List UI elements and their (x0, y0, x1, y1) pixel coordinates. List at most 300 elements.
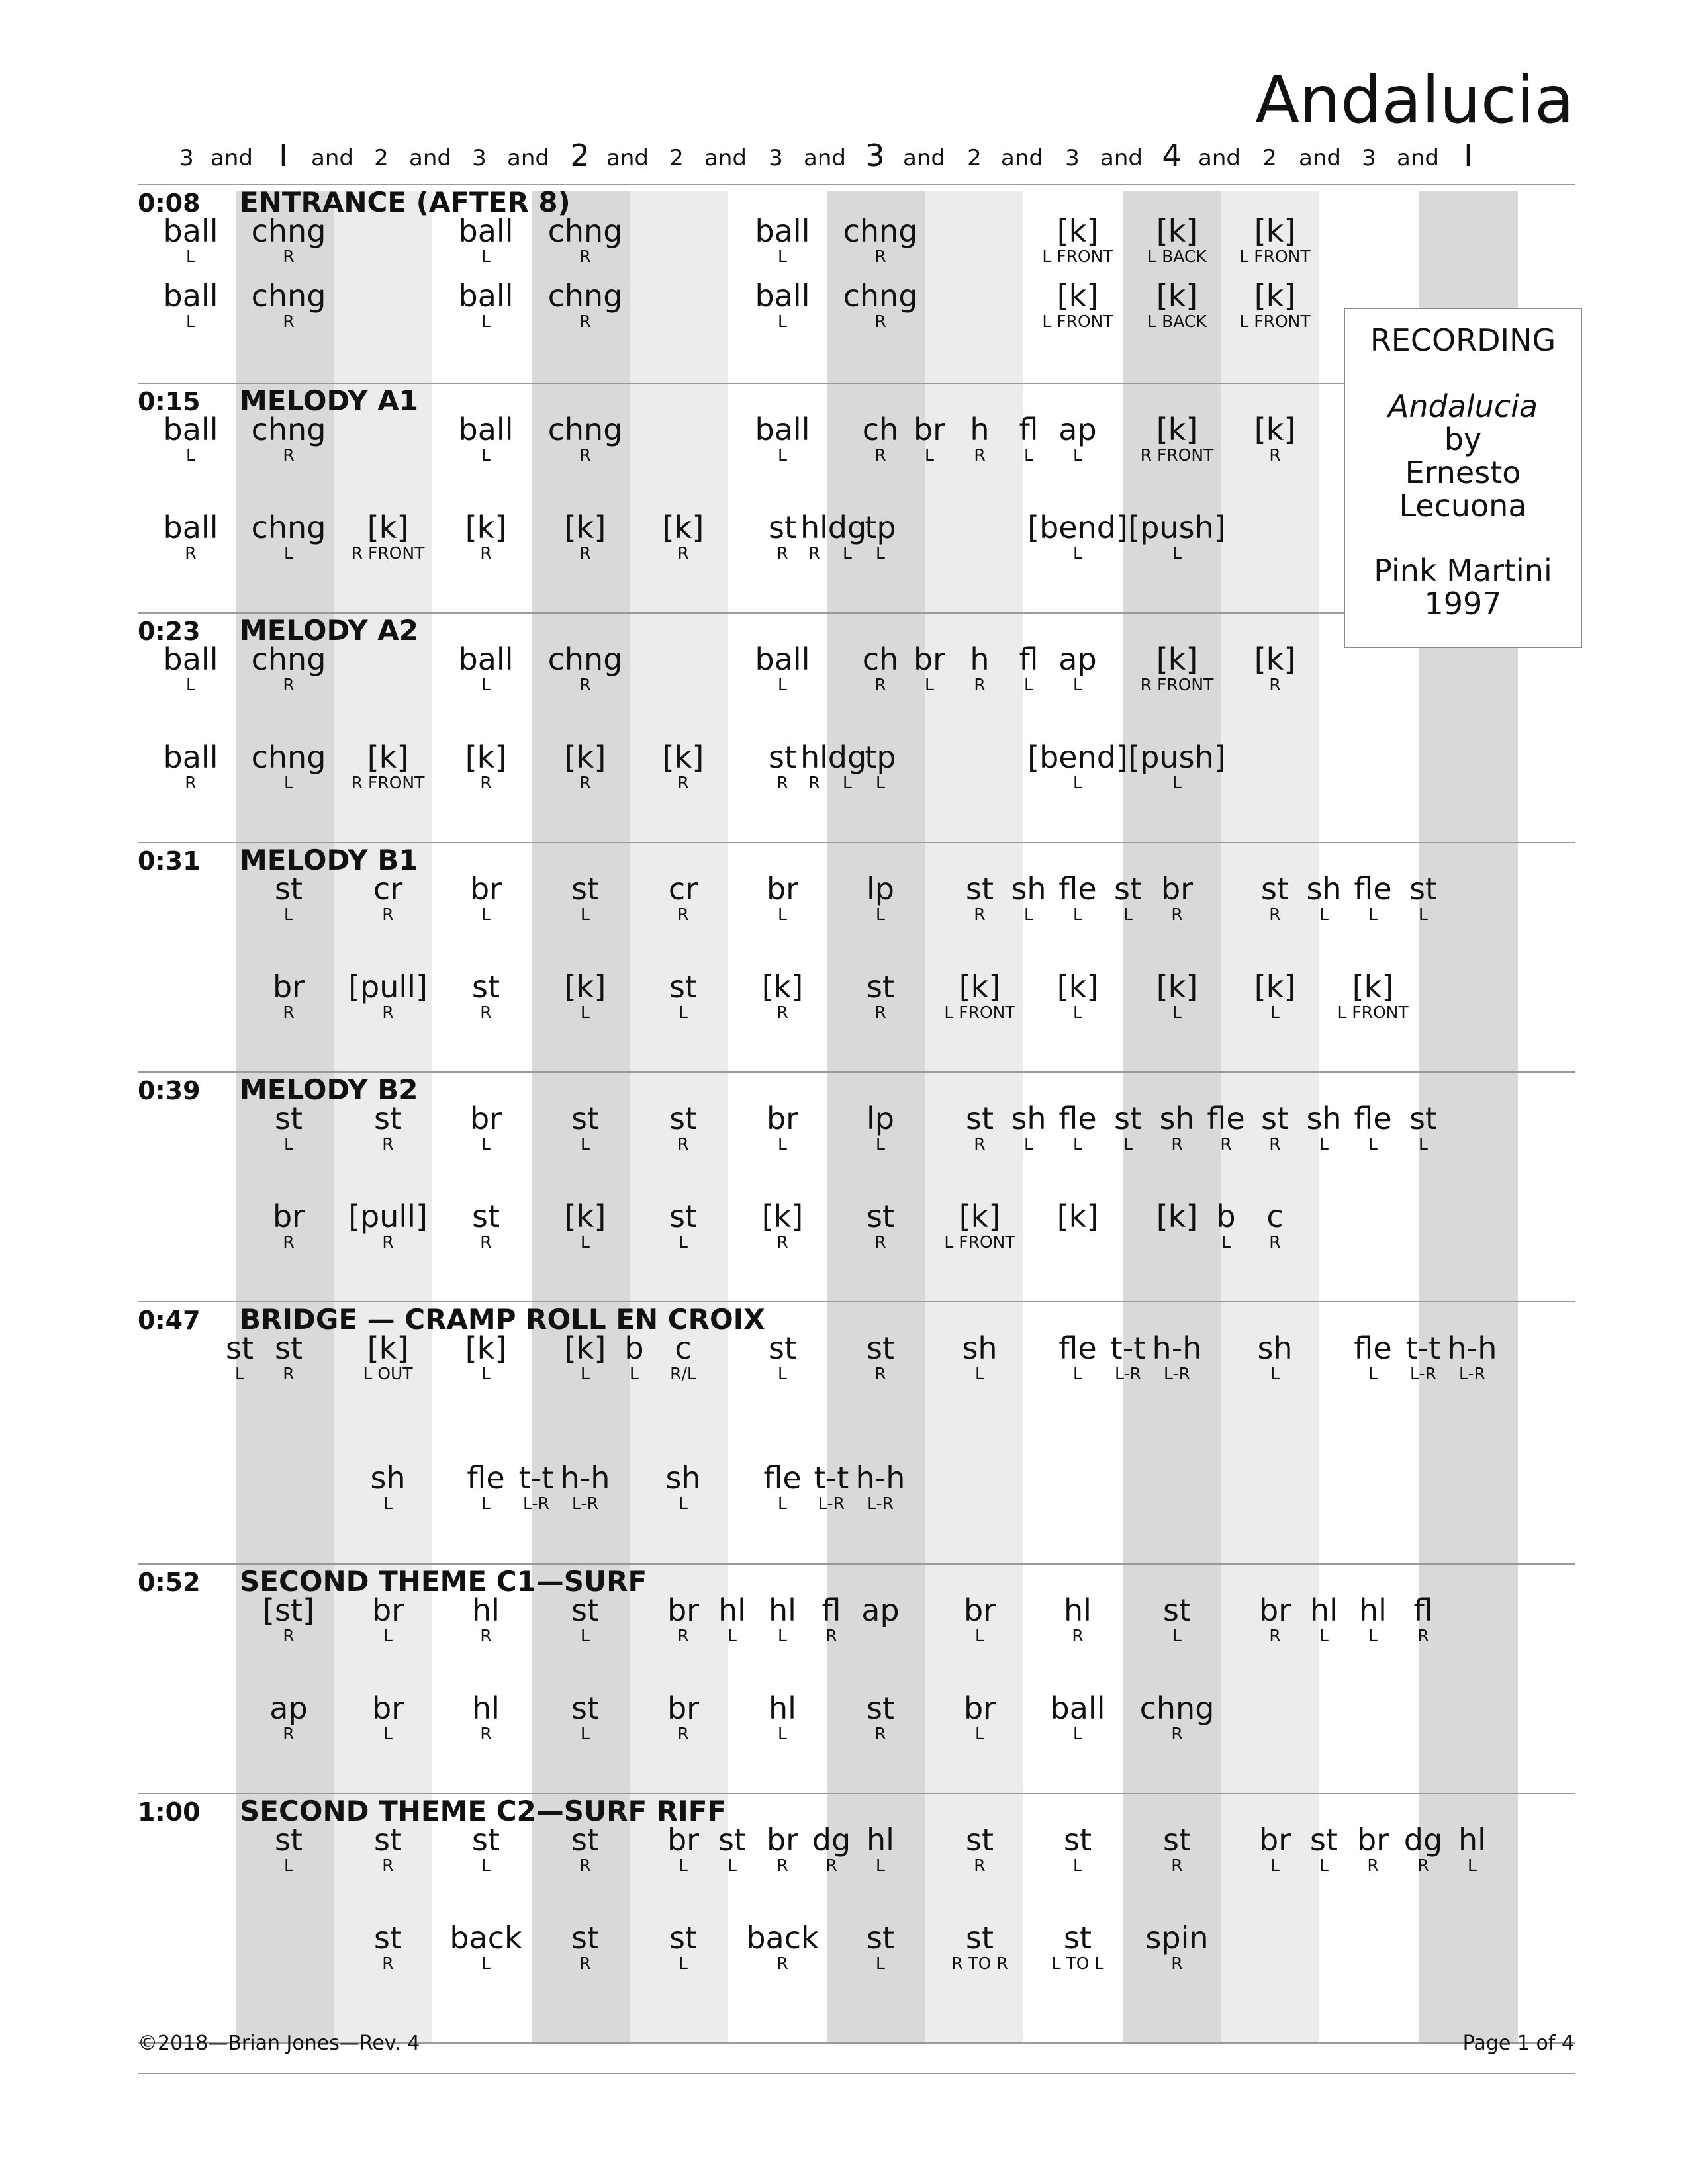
step-name: b (624, 1330, 644, 1366)
step (1027, 511, 1128, 563)
step (843, 214, 918, 266)
step-foot: L (1319, 1626, 1329, 1645)
step (665, 1461, 700, 1513)
step-name: [k] (1254, 412, 1296, 447)
step (561, 1461, 610, 1513)
step-name: ap (1058, 641, 1097, 677)
step (966, 1823, 994, 1875)
step (164, 214, 218, 266)
step-name: [k] (1254, 278, 1296, 314)
step-name: st (1063, 1920, 1092, 1956)
step-name: [k] (367, 1330, 409, 1366)
step-foot: R (480, 1003, 492, 1022)
step (667, 1823, 699, 1875)
step-foot: L (1073, 675, 1082, 694)
step-name: br (963, 1592, 996, 1628)
step-foot: L-R (1410, 1364, 1436, 1383)
step (1163, 1594, 1191, 1645)
step-foot: L (1024, 1134, 1033, 1154)
step-name: [st] (263, 1592, 314, 1628)
step-foot: L (1073, 1134, 1082, 1154)
step (1409, 1102, 1437, 1154)
step (472, 1200, 500, 1251)
footer-page-number: Page 1 of 4 (1462, 2032, 1574, 2055)
step-name: fle (1058, 871, 1097, 907)
count-label: 2 (967, 145, 982, 171)
step-foot: L (679, 1954, 688, 1973)
step-name: h-h (855, 1460, 906, 1496)
step-foot: L (481, 1856, 491, 1875)
step-name: [k] (465, 1330, 507, 1366)
step-foot: L (186, 247, 195, 266)
step (1111, 1332, 1146, 1383)
step-name: t-t (1405, 1330, 1441, 1366)
step-name: back (449, 1920, 522, 1956)
step-foot: L (1368, 1364, 1378, 1383)
recording-composer-last: Lecuona (1399, 488, 1527, 523)
step (1306, 1102, 1341, 1154)
step-name: hl (769, 1592, 796, 1628)
step (769, 1594, 796, 1645)
step-name: chng (547, 412, 623, 447)
step (867, 1823, 894, 1875)
step-foot: R (974, 1134, 986, 1154)
step-foot: R (974, 445, 986, 465)
step-name: [k] (1254, 969, 1296, 1005)
step-foot: L BACK (1147, 312, 1207, 331)
step-foot: L-R (867, 1494, 894, 1513)
step-name: tp (865, 739, 896, 775)
step-name: fle (1354, 1101, 1392, 1136)
step-foot: R (1269, 675, 1281, 694)
step-name: cr (373, 871, 403, 907)
recording-song: Andalucia (1387, 388, 1538, 424)
step-foot: L (1073, 1364, 1082, 1383)
step-foot: L (284, 1134, 293, 1154)
step-foot: L (679, 1003, 688, 1022)
step (1163, 1823, 1191, 1875)
step (867, 1102, 894, 1154)
step-name: br (667, 1592, 700, 1628)
step (867, 1921, 894, 1973)
step (449, 1921, 522, 1973)
step-foot: R (185, 773, 197, 792)
step (1254, 643, 1296, 694)
step-name: [k] (1056, 278, 1099, 314)
step-name: st (471, 1199, 500, 1234)
step-foot: L (1221, 1232, 1231, 1251)
step (755, 413, 810, 465)
step (763, 1461, 801, 1513)
step-name: t-t (1110, 1330, 1146, 1366)
step (226, 1332, 254, 1383)
step-name: [k] (1254, 213, 1296, 249)
step (1058, 413, 1096, 465)
count-label: and (704, 145, 747, 171)
step-name: st (965, 1101, 994, 1136)
step-foot: L (1123, 905, 1133, 924)
step-name: ball (755, 412, 810, 447)
section-divider (138, 1793, 1575, 1794)
step-foot: L (727, 1856, 737, 1875)
step (1337, 970, 1408, 1022)
step (1239, 279, 1310, 331)
step-foot: R (974, 1856, 986, 1875)
step (565, 511, 606, 563)
step-name: st (1113, 1101, 1143, 1136)
step (762, 1200, 804, 1251)
section-time: 0:23 (138, 617, 201, 646)
step-foot: R (283, 1003, 295, 1022)
step-foot: R (480, 1724, 492, 1743)
step-name: tp (865, 510, 896, 545)
step-foot: R (480, 543, 492, 563)
step-foot: L (778, 312, 787, 331)
step (252, 511, 326, 563)
step-name: st (965, 1920, 994, 1956)
step-name: [k] (761, 969, 804, 1005)
section-time: 0:15 (138, 387, 201, 416)
step-foot: L (481, 1364, 491, 1383)
step-name: st (1162, 1822, 1192, 1858)
step-foot: L FRONT (1042, 247, 1113, 266)
step (966, 872, 994, 924)
step-name: [k] (367, 739, 409, 775)
count-label: and (1299, 145, 1341, 171)
step-name: st (1309, 1822, 1338, 1858)
step (1207, 1102, 1244, 1154)
step (755, 214, 810, 266)
step-foot: L (727, 1626, 737, 1645)
step (867, 1692, 894, 1743)
step-foot: R (1171, 905, 1183, 924)
step-foot: R (382, 905, 394, 924)
count-label: 2 (669, 145, 684, 171)
step (1042, 214, 1113, 266)
step-name: br (469, 1101, 502, 1136)
step-foot: R (579, 312, 591, 331)
step-name: [k] (1156, 969, 1198, 1005)
step-name: st (571, 1822, 600, 1858)
step-name: br (913, 641, 946, 677)
step (856, 1461, 906, 1513)
step-name: ball (163, 278, 218, 314)
step-name: c (675, 1330, 692, 1366)
step-name: sh (1306, 1101, 1342, 1136)
step-name: st (1063, 1822, 1092, 1858)
step (467, 1461, 504, 1513)
step-foot: L (925, 445, 934, 465)
step-foot: R (382, 1134, 394, 1154)
step-foot: R (382, 1003, 394, 1022)
step-name: fle (1354, 871, 1392, 907)
step-name: sh (1011, 1101, 1047, 1136)
step-foot: R (1171, 1724, 1183, 1743)
section-divider (138, 1563, 1575, 1565)
step-foot: R (677, 1134, 689, 1154)
step (1216, 1200, 1235, 1251)
step (1019, 643, 1039, 694)
step (861, 1594, 899, 1627)
step (252, 741, 326, 792)
step-foot: L (383, 1626, 393, 1645)
step (951, 1921, 1008, 1973)
step-foot: R (776, 1232, 788, 1251)
step-name: spin (1145, 1920, 1209, 1956)
step-foot: R (776, 1003, 788, 1022)
step (519, 1461, 554, 1513)
count-label: and (409, 145, 451, 171)
step-name: st (1260, 871, 1289, 907)
step-name: st (571, 871, 600, 907)
step-foot: R/L (670, 1364, 696, 1383)
step (548, 214, 623, 266)
step (1254, 970, 1296, 1022)
step-name: [k] (1156, 641, 1198, 677)
step-foot: L (679, 1232, 688, 1251)
step-name: fl (1019, 412, 1039, 447)
step-foot: L (1270, 1856, 1280, 1875)
step-name: [k] (1156, 213, 1198, 249)
step-foot: R (283, 1626, 295, 1645)
step (667, 1594, 699, 1645)
step-name: ch (862, 412, 899, 447)
step-foot: L (1073, 1003, 1082, 1022)
step (374, 1921, 402, 1973)
step (252, 413, 326, 465)
step-name: chng (251, 412, 326, 447)
step-name: sh (665, 1460, 701, 1496)
step (762, 970, 804, 1022)
step (867, 1200, 894, 1251)
step-name: [k] (564, 1330, 606, 1366)
step-name: chng (547, 278, 623, 314)
step (1156, 1200, 1198, 1233)
step-foot: R (283, 1724, 295, 1743)
step (964, 1692, 996, 1743)
count-label: and (211, 145, 253, 171)
step-name: st (1260, 1101, 1289, 1136)
step (843, 279, 918, 331)
step (273, 1200, 305, 1251)
step (1145, 1921, 1208, 1973)
step (914, 643, 945, 694)
step (1159, 1102, 1194, 1154)
step-name: br (667, 1690, 700, 1726)
step (755, 279, 810, 331)
step-foot: R FRONT (351, 773, 425, 792)
step-name: st (866, 1920, 895, 1956)
step-foot: R (874, 1003, 886, 1022)
step-foot: L-R (1115, 1364, 1141, 1383)
step (944, 1200, 1015, 1251)
step (800, 741, 828, 792)
step-foot: R FRONT (1140, 445, 1214, 465)
step-name: hl (1359, 1592, 1387, 1628)
step-name: [k] (959, 1199, 1001, 1234)
step-foot: L (1024, 905, 1033, 924)
section-title: BRIDGE — CRAMP ROLL EN CROIX (240, 1303, 765, 1336)
step (1147, 279, 1207, 331)
step-name: sh (1011, 871, 1047, 907)
step-name: [k] (564, 1199, 606, 1234)
step-foot: R (283, 1232, 295, 1251)
step-name: br (469, 871, 502, 907)
step-name: chng (547, 641, 623, 677)
step-foot: R (579, 773, 591, 792)
step-name: br (371, 1690, 404, 1726)
step (1058, 872, 1096, 924)
step (1011, 872, 1046, 924)
step-name: ball (458, 641, 514, 677)
step (571, 1594, 599, 1645)
step-foot: R (579, 1954, 591, 1973)
step-foot: R (1269, 1232, 1281, 1251)
step (459, 214, 514, 266)
step-foot: L (1419, 1134, 1428, 1154)
step-name: fle (467, 1460, 505, 1496)
step-foot: R TO R (951, 1954, 1008, 1973)
step-foot: R (480, 1232, 492, 1251)
step (863, 413, 898, 465)
section-time: 0:39 (138, 1076, 201, 1105)
step (718, 1594, 746, 1645)
step-foot: L (778, 1494, 787, 1513)
step-name: br (766, 871, 799, 907)
step (352, 511, 425, 563)
step (263, 1594, 314, 1645)
step (372, 1692, 404, 1743)
step-foot: L-R (572, 1494, 598, 1513)
step (252, 214, 326, 266)
step (370, 1461, 405, 1513)
step-foot: L (1024, 675, 1033, 694)
section-time: 0:47 (138, 1306, 201, 1335)
step (944, 970, 1015, 1022)
step (164, 279, 218, 331)
step-foot: L (778, 675, 787, 694)
step (1359, 1594, 1387, 1645)
step-name: lp (867, 1101, 894, 1136)
step-foot: R (283, 1364, 295, 1383)
step-name: fle (1207, 1101, 1245, 1136)
step-foot: R (874, 445, 886, 465)
count-label: 2 (570, 138, 590, 173)
step (275, 1823, 303, 1875)
step (275, 872, 303, 924)
step-name: [k] (1254, 641, 1296, 677)
count-label: and (606, 145, 649, 171)
step-foot: R (874, 675, 886, 694)
step-foot: L (876, 1954, 885, 1973)
step-name: st (373, 1920, 402, 1956)
step-foot: L (925, 675, 934, 694)
step-name: ball (163, 510, 218, 545)
step-foot: R (1220, 1134, 1232, 1154)
step-name: hl (472, 1592, 500, 1628)
step-name: [k] (1156, 278, 1198, 314)
step-foot: R FRONT (1140, 675, 1214, 694)
step-name: [k] (1156, 412, 1198, 447)
step-foot: L (383, 1494, 393, 1513)
step-foot: L (1172, 1003, 1182, 1022)
section-title: MELODY B1 (240, 844, 418, 876)
step-name: st (274, 871, 303, 907)
step (1261, 1102, 1289, 1154)
step-name: [k] (1352, 969, 1394, 1005)
step (571, 1921, 599, 1973)
count-label: 3 (472, 145, 487, 171)
step (472, 1823, 500, 1875)
step-name: ch (862, 641, 899, 677)
step-name: ball (458, 278, 514, 314)
step-name: br (272, 1199, 305, 1234)
step (1019, 413, 1039, 465)
step (718, 1823, 746, 1875)
step-foot: L (1073, 1856, 1082, 1875)
step-name: h-h (1152, 1330, 1202, 1366)
step-name: st (571, 1690, 600, 1726)
step-name: chng (1139, 1690, 1215, 1726)
step-foot: L (876, 1856, 885, 1875)
step (374, 1102, 402, 1154)
step-name: ball (163, 641, 218, 677)
step-foot: R (677, 543, 689, 563)
step (964, 1594, 996, 1645)
step (275, 1332, 303, 1383)
step-foot: R (382, 1954, 394, 1973)
step-foot: L (1270, 1003, 1280, 1022)
step (1259, 1594, 1291, 1645)
step-name: c (1266, 1199, 1284, 1234)
step-name: ball (755, 278, 810, 314)
step-foot: L (975, 1364, 984, 1383)
step-name: [push] (1128, 739, 1226, 775)
step (565, 1332, 606, 1383)
step (769, 511, 796, 563)
step-name: sh (962, 1330, 998, 1366)
section-divider (138, 1301, 1575, 1302)
step (1141, 413, 1214, 465)
step (1406, 1332, 1441, 1383)
count-label: and (1397, 145, 1439, 171)
step-name: st (373, 1822, 402, 1858)
step (914, 413, 945, 465)
step (465, 511, 507, 563)
count-label: and (1100, 145, 1143, 171)
step-name: fl (1019, 641, 1039, 677)
step-foot: R (677, 1626, 689, 1645)
step-name: br (272, 969, 305, 1005)
recording-box (1344, 308, 1582, 648)
step-foot: L (975, 1724, 984, 1743)
count-label: and (1001, 145, 1043, 171)
step (252, 279, 326, 331)
step (1266, 1200, 1283, 1251)
step-name: chng (251, 641, 326, 677)
step (459, 279, 514, 331)
step-foot: L (481, 445, 491, 465)
step (670, 1332, 696, 1383)
step-foot: L (778, 1626, 787, 1645)
step-foot: L (235, 1364, 244, 1383)
step-foot: L (1073, 543, 1082, 563)
step (472, 1692, 500, 1743)
recording-artist: Pink Martini (1374, 553, 1552, 588)
step-foot: L (1368, 1626, 1378, 1645)
section-title: ENTRANCE (AFTER 8) (240, 186, 571, 218)
step-name: st (669, 1101, 698, 1136)
